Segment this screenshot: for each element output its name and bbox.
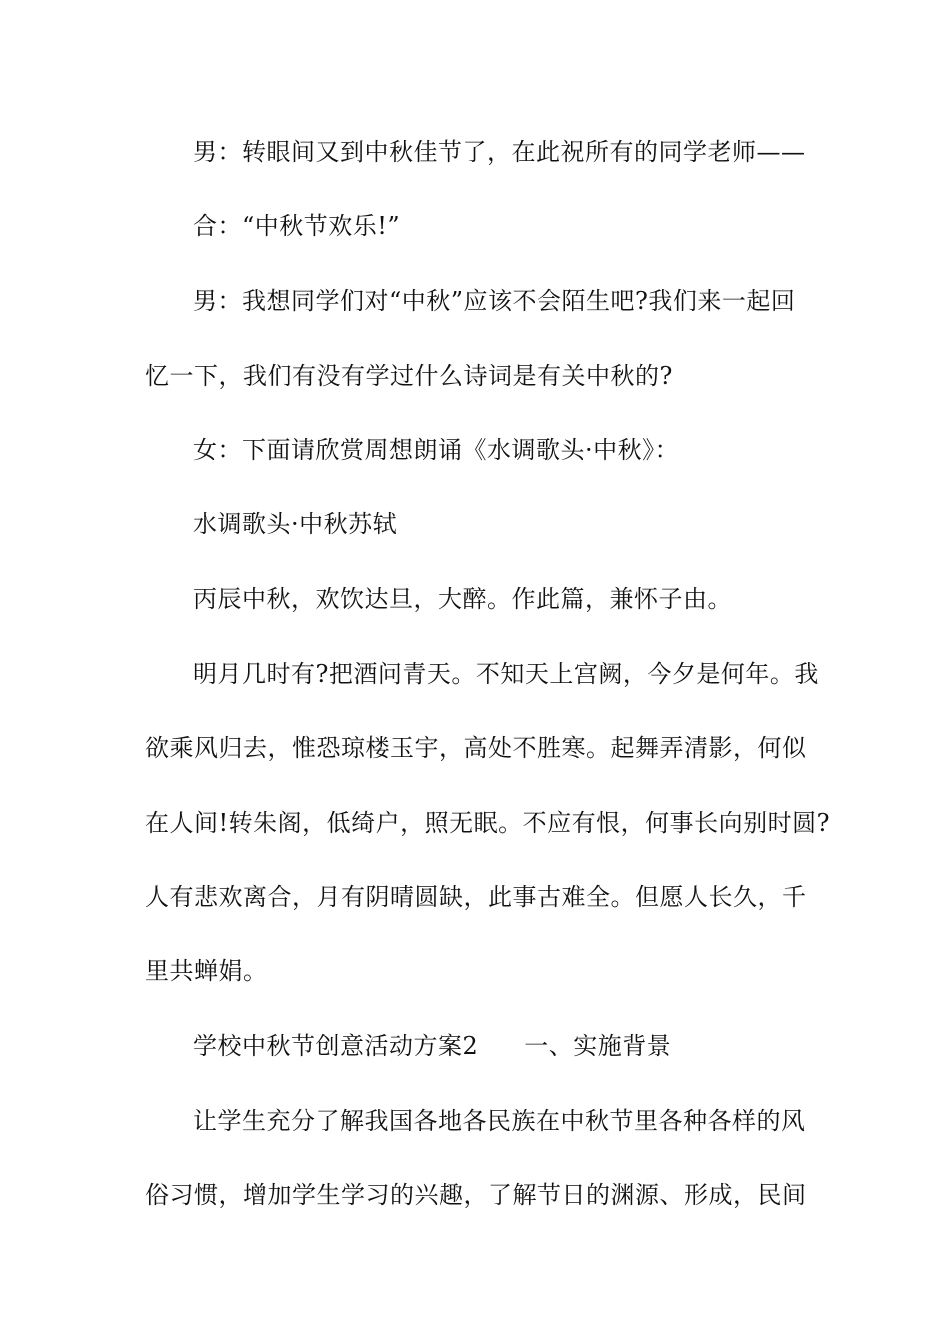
paragraph-line: 女：下面请欣赏周想朗诵《水调歌头·中秋》： [193,436,680,464]
section-heading-line [193,1031,671,1061]
poem-line: 在人间!转朱阁，低绮户，照无眠。不应有恨，何事长向别时圆? [145,809,831,837]
paragraph-line: 男：我想同学们对“中秋”应该不会陌生吧?我们来一起回 [193,287,796,315]
paragraph-line: 男：转眼间又到中秋佳节了，在此祝所有的同学老师—— [193,138,806,166]
paragraph-line: 合：“中秋节欢乐!” [193,212,401,240]
section-title: 学校中秋节创意活动方案2 [193,1032,479,1060]
poem-line: 里共蝉娟。 [145,957,268,985]
paragraph-line: 让学生充分了解我国各地各民族在中秋节里各种各样的风 [193,1107,806,1135]
section-subtitle: 一、实施背景 [524,1032,672,1060]
poem-preface: 丙辰中秋，欢饮达旦，大醉。作此篇，兼怀子由。 [193,585,732,613]
poem-line: 明月几时有?把酒问青天。不知天上宫阙，今夕是何年。我 [193,660,819,688]
poem-title: 水调歌头·中秋苏轼 [193,510,398,538]
poem-line: 欲乘风归去，惟恐琼楼玉宇，高处不胜寒。起舞弄清影，何似 [145,734,807,762]
paragraph-line: 忆一下，我们有没有学过什么诗词是有关中秋的? [145,362,673,390]
poem-line: 人有悲欢离合，月有阴晴圆缺，此事古难全。但愿人长久，千 [145,883,807,911]
paragraph-line: 俗习惯，增加学生学习的兴趣，了解节日的渊源、形成，民间 [145,1181,807,1209]
